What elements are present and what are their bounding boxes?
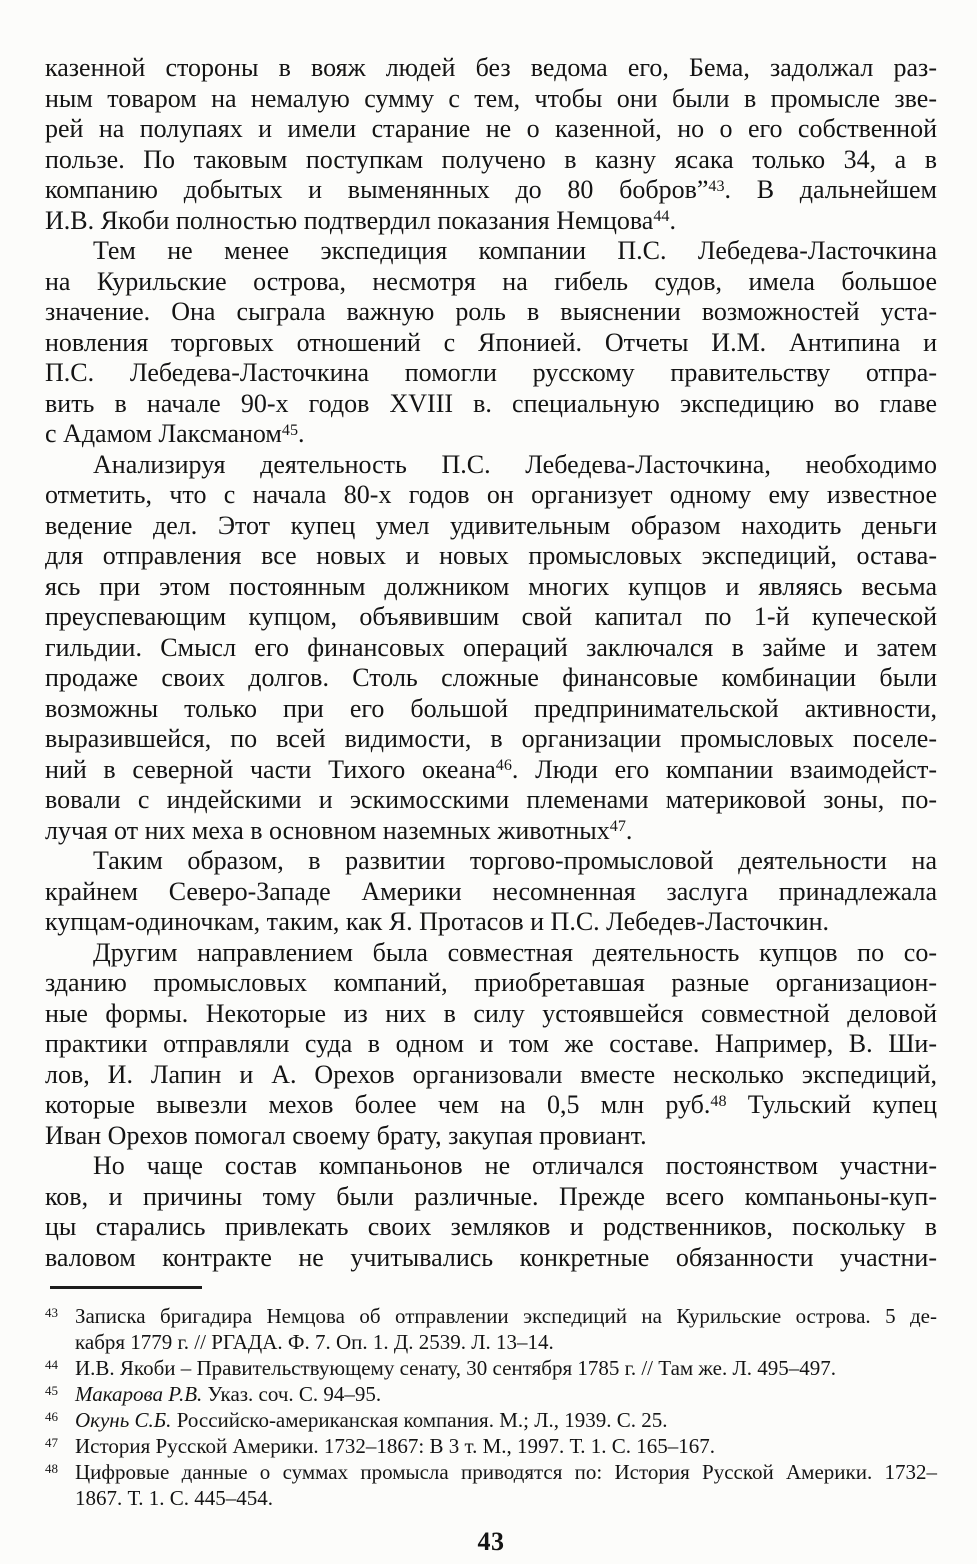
text-line: П.С. Лебедева-Ласточкина помогли русскому правительству отпра- <box>45 358 937 387</box>
text-line: ясь при этом постоянным должником многих купцов и являясь весьма <box>45 571 937 601</box>
text-line: на Курильские острова, несмотря на гибель судов, имела большое <box>45 266 937 296</box>
text-line: значение. Она сыграла важную роль в выяснении возможностей уста- <box>45 297 937 326</box>
text-line: преуспевающим купцом, объявившим свой капитал по 1-й купеческой <box>45 602 937 631</box>
text-line: зданию промысловых компаний, приобретавшая разные организацион- <box>45 968 937 997</box>
text-line: цы старались привлекать своих земляков и родственников, поскольку в <box>45 1212 937 1241</box>
text-line: практики отправляли суда в одном и том же составе. Например, В. Ши- <box>45 1029 937 1058</box>
text-line: И.В. Якоби полностью подтвердил показания Немцова$^{44}$. <box>45 205 676 235</box>
text-line: возможны только при его большой предпринимательской активности, <box>45 693 937 723</box>
footnote <box>45 1355 937 1381</box>
footnote-line: $^{47}$ История Русской Америки. 1732–1867: В 3 т. М., 1997. Т. 1. С. 165–167. <box>45 1434 716 1458</box>
body-text <box>45 53 937 1273</box>
footnote-line: $^{43}$ Записка бригадира Немцова об отправлении экспедиций на Курильские острова. 5 де- <box>45 1304 937 1328</box>
footnote <box>45 1459 937 1511</box>
footnote-ref: 48 <box>710 1092 727 1110</box>
text-line: ведение дел. Этот купец умел удивительным образом находить деньги <box>45 510 937 540</box>
footnote-ref: 45 <box>281 421 298 439</box>
text-line: ков, и причины тому были различные. Прежде всего компаньоны-куп- <box>45 1181 937 1211</box>
text-line: с Адамом Лаксманом$^{45}$. <box>45 419 305 448</box>
text-line: крайнем Северо-Западе Америки несомненная заслуга принадлежала <box>45 876 937 906</box>
text-line: рей на полупаях и имели старание не о казенной, но о его собственной <box>45 114 937 143</box>
text-line: вовали с индейскими и эскимосскими племенами материковой зоны, по- <box>45 785 937 814</box>
footnote-separator <box>50 1286 202 1289</box>
footnote-ref: 46 <box>495 757 512 775</box>
text-line: для отправления все новых и новых промысловых экспедиций, остава- <box>45 541 937 570</box>
paragraph <box>45 938 937 1152</box>
text-line: гильдии. Смысл его финансовых операций заключался в займе и затем <box>45 632 937 662</box>
text-line: ний в северной части Тихого океана$^{46}$. Люди его компании взаимодейст- <box>45 754 937 784</box>
paragraph <box>45 236 937 450</box>
footnote-line: кабря 1779 г. // РГАДА. Ф. 7. Оп. 1. Д. 2539. Л. 13–14. <box>75 1330 554 1354</box>
text-line: Тем не менее экспедиция компании П.С. Лебедева-Ласточкина <box>93 236 937 265</box>
footnotes <box>45 1303 937 1511</box>
text-line: ным товаром на немалую сумму с тем, чтобы они были в промысле зве- <box>45 83 937 113</box>
text-line: пользе. По таковым поступкам получено в казну ясака только 34, а в <box>45 144 937 174</box>
footnote-line: $^{44}$ И.В. Якоби – Правительствующему сенату, 30 сентября 1785 г. // Там же. Л. 495–497. <box>45 1356 836 1380</box>
text-line: новления торговых отношений с Японией. Отчеты И.М. Антипина и <box>45 327 937 357</box>
footnote-author: Макарова Р.В. <box>75 1382 203 1406</box>
text-line: отметить, что с начала 80-х годов он организует одному ему известное <box>45 480 937 509</box>
footnote <box>45 1407 937 1433</box>
text-line: которые вывезли мехов более чем на 0,5 млн руб.$^{48}$ Тульский купец <box>45 1090 937 1119</box>
footnote-author: Окунь С.Б. <box>75 1408 172 1432</box>
text-line: Иван Орехов помогал своему брату, закупая провиант. <box>45 1120 647 1150</box>
footnote-line: $^{46}$ Окунь С.Б. Российско-американская компания. М.; Л., 1939. С. 25. <box>45 1408 668 1432</box>
footnote-line: $^{48}$ Цифровые данные о суммах промысла приводятся по: История Русской Америки. 1732– <box>45 1460 937 1484</box>
text-line: лов, И. Лапин и А. Орехов организовали вместе несколько экспедиций, <box>45 1059 937 1089</box>
text-line: казенной стороны в вояж людей без ведома его, Бема, задолжал раз- <box>45 53 937 82</box>
footnote <box>45 1303 937 1355</box>
paragraph <box>45 53 937 236</box>
footnote-line: 1867. Т. 1. С. 445–454. <box>75 1486 273 1510</box>
text-line: купцам-одиночкам, таким, как Я. Протасов и П.С. Лебедев-Ласточкин. <box>45 907 830 936</box>
footnote-ref: 43 <box>708 177 725 195</box>
footnote-ref: 47 <box>609 818 626 836</box>
page-number: 43 <box>477 1527 505 1556</box>
text-line: выразившейся, по всей видимости, в организации промысловых поселе- <box>45 724 937 753</box>
text-line: продаже своих долгов. Столь сложные финансовые комбинации были <box>45 663 937 692</box>
paragraph <box>45 846 937 938</box>
text-line: Другим направлением была совместная деятельность купцов по со- <box>93 937 937 967</box>
footnote <box>45 1433 937 1459</box>
paragraph <box>45 450 937 847</box>
footnote-line: $^{45}$ Макарова Р.В. Указ. соч. С. 94–95. <box>45 1382 382 1406</box>
footnote <box>45 1381 937 1407</box>
text-line: Таким образом, в развитии торгово-промысловой деятельности на <box>93 846 937 875</box>
text-line: компанию добытых и выменянных до 80 бобров”$^{43}$. В дальнейшем <box>45 175 937 204</box>
text-line: лучая от них меха в основном наземных животных$^{47}$. <box>45 815 633 845</box>
text-line: вить в начале 90-х годов XVIII в. специальную экспедицию во главе <box>45 388 937 418</box>
footnote-ref: 44 <box>653 208 670 226</box>
paragraph <box>45 1151 937 1273</box>
text-line: ные формы. Некоторые из них в силу устоявшейся совместной деловой <box>45 998 937 1028</box>
text-line: Но чаще состав компаньонов не отличался постоянством участни- <box>93 1151 937 1180</box>
text-line: валовом контракте не учитывались конкретные обязанности участни- <box>45 1242 937 1272</box>
text-line: Анализируя деятельность П.С. Лебедева-Ласточкина, необходимо <box>93 449 937 479</box>
